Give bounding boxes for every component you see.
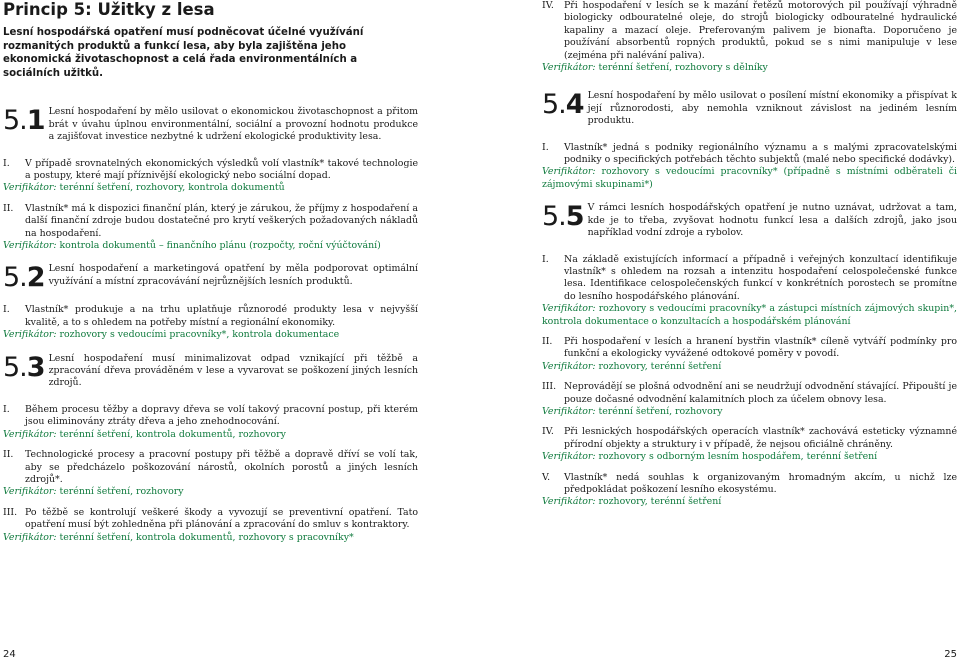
indicator: II. Technologické procesy a pracovní postupy při těžbě a dopravě dříví se volí tak, aby se předcházelo poškozování nárostů, okolních porostů a jiných lesních zdrojů*. [3,449,418,485]
indicator: I. Na základě existujících informací a případně i veřejných konzultací identifikuje vlastník* s ohledem na rozsah a intenzitu hospodaření celospolečenské funkce lesa. Identifikace celospolečenských funkcí v konkrétních porostech se promítne do lesního hospodářského plánování. [542,253,957,302]
criterion-text: Lesní hospodaření by mělo usilovat o ekonomickou životaschopnost a přitom brát v úvahu úplnou environmentální, sociální a provozní hodnotu produkce a zajišťovat investice nezbytné k udržení ekologické produktivity lesa. [48,106,418,143]
left-page [3,0,418,544]
indicator: III. Neprovádějí se plošná odvodnění ani se neudržují odvodnění stávající. Připouští je pouze dočasné odvodnění kalamitních ploch za účelem obnovy lesa. [542,381,957,405]
verifier: Verifikátor: terénní šetření, kontrola dokumentů, rozhovory s pracovníky* [3,531,354,543]
indicator: III. Po těžbě se kontrolují veškeré škody a vyvozují se preventivní opatření. Tato opatření musí být zohledněna při plánování a zpracování do smluv s kontraktory. [3,506,418,531]
indicator: IV. Při lesnických hospodářských operacích vlastník* zachovává esteticky významné přírodní objekty a struktury i v případě, že nejsou oficiálně chráněny. [542,426,957,450]
criterion-number: 5.2 [3,262,45,294]
verifier: Verifikátor: terénní šetření, rozhovory [3,486,184,498]
indicator-text: Vlastník* produkuje a na trhu uplatňuje různorodé produkty lesa v nejvyšší kvalitě, a to s ohledem na potřeby místní a regionální ekonomiky. [25,304,418,328]
verifier: Verifikátor: rozhovory s vedoucími pracovníky* (případně s místními odběrateli či zájmovými skupinami*) [542,166,957,190]
criterion-text: V rámci lesních hospodářských opatření je nutno uznávat, udržovat a tam, kde je to třeba, zvyšovat hodnotu funkcí lesa a dalších zdrojů, jako jsou například vodní zdroje a rybolov. [587,202,957,239]
verifier: Verifikátor: kontrola dokumentů – finančního plánu (rozpočty, roční výúčtování) [3,240,381,252]
criterion-number: 5.5 [542,201,584,233]
indicator-text: V případě srovnatelných ekonomických výsledků volí vlastník* takové technologie a postupy, které mají příznivější ekologický nebo sociální dopad. [25,157,418,181]
indicator-text: Při hospodaření v lesích se k mazání řetězů motorových pil používají výhradně biologicky odbouratelné oleje, do strojů biologicky odbouratelné hydraulické kapaliny a mazací oleje. Preferovaným palivem je bionafta. Doporučeno je používání absorbentů ropných produktů, pokud se s nimi manipuluje v lese (zejména při nalévání paliva). [564,0,957,61]
indicator-text: Vlastník* jedná s podniky regionálního významu a s malými zpracovatelskými podniky o specifických potřebách těchto subjektů (malé nebo specifické dodávky). [564,141,957,166]
indicator: V. Vlastník* nedá souhlas k organizovaným hromadným akcím, u nichž lze předpokládat poškození lesního ekosystému. [542,471,957,495]
indicator-text: Při lesnických hospodářských operacích vlastník* zachovává esteticky významné přírodní objekty a struktury i v případě, že nejsou oficiálně chráněny. [564,426,957,450]
principle-intro: Lesní hospodářská opatření musí podněcovat účelné využívání rozmanitých produktů a funkcí lesa, aby byla zajištěna jeho ekonomická životaschopnost a celá řada environmentálních a sociálních užitků. [3,27,364,79]
indicator-text: Během procesu těžby a dopravy dřeva se volí takový pracovní postup, při kterém jsou eliminovány ztráty dřeva a jeho znehodnocování. [25,403,418,428]
criterion-5-4 [542,90,957,127]
indicator-text: Po těžbě se kontrolují veškeré škody a vyvozují se preventivní opatření. Tato opatření musí být zohledněna při plánování a zpracování do smluv s kontraktory. [25,506,418,531]
indicator-text: Vlastník* nedá souhlas k organizovaným hromadným akcím, u nichž lze předpokládat poškození lesního ekosystému. [564,471,957,495]
verifier: Verifikátor: terénní šetření, rozhovory [542,405,723,417]
indicator-text: Technologické procesy a pracovní postupy při těžbě a dopravě dříví se volí tak, aby se předcházelo poškozování nárostů, okolních porostů a jiných lesních zdrojů*. [25,449,418,485]
indicator-text: Na základě existujících informací a případně i veřejných konzultací identifikuje vlastník* s ohledem na rozsah a intenzitu hospodaření celospolečenské funkce lesa. Identifikace celospolečenských funkcí v konkrétních porostech se promítne do lesního hospodářského plánování. [564,253,957,302]
criterion-number: 5.4 [542,89,584,121]
criterion-5-3 [3,353,418,390]
indicator: II. Při hospodaření v lesích a hranení bystřin vlastník* cíleně vytváří podmínky pro funkční a ekologicky vyvážené odtokové poměry v povodí. [542,335,957,360]
verifier: Verifikátor: terénní šetření, kontrola dokumentů, rozhovory [3,428,286,440]
indicator-text: Neprovádějí se plošná odvodnění ani se neudržují odvodnění stávající. Připouští je pouze dočasné odvodnění kalamitních ploch za účelem obnovy lesa. [564,381,957,405]
verifier: Verifikátor: rozhovory s odborným lesním hospodářem, terénní šetření [542,451,878,463]
right-page [542,0,957,509]
criterion-5-5 [542,202,957,239]
verifier: Verifikátor: rozhovory s vedoucími pracovníky* a zástupci místních zájmových skupin*, kontrola dokumentace o konzultacích a hospodářském plánování [542,303,957,327]
criterion-5-1 [3,106,418,143]
indicator-text: Při hospodaření v lesích a hranení bystřin vlastník* cíleně vytváří podmínky pro funkční a ekologicky vyvážené odtokové poměry v povodí. [564,335,957,360]
page-number-right: 25 [944,649,957,660]
verifier: Verifikátor: terénní šetření, rozhovory, kontrola dokumentů [3,182,285,194]
verifier: Verifikátor: rozhovory, terénní šetření [542,360,722,372]
indicator: I. Během procesu těžby a dopravy dřeva se volí takový pracovní postup, při kterém jsou eliminovány ztráty dřeva a jeho znehodnocování. [3,403,418,428]
indicator: I. Vlastník* produkuje a na trhu uplatňuje různorodé produkty lesa v nejvyšší kvalitě, a to s ohledem na potřeby místní a regionální ekonomiky. [3,304,418,328]
criterion-number: 5.1 [3,105,45,137]
indicator: IV. Při hospodaření v lesích se k mazání řetězů motorových pil používají výhradně biologicky odbouratelné oleje, do strojů biologicky odbouratelné hydraulické kapaliny a mazací oleje. Preferovaným palivem je bionafta. Doporučeno je používání absorbentů ropných produktů, pokud se s nimi manipuluje v lese (zejména při nalévání paliva). [542,0,957,61]
criterion-text: Lesní hospodaření a marketingová opatření by měla podporovat optimální využívání a místní zpracovávání nejrůznějších lesních produktů. [48,263,418,287]
criterion-5-2 [3,262,418,294]
criterion-text: Lesní hospodaření by mělo usilovat o posílení místní ekonomiky a přispívat k její různorodosti, aby nemohla vzniknout závislost na jediném lesním produktu. [587,90,957,127]
verifier: Verifikátor: rozhovory s vedoucími pracovníky*, kontrola dokumentace [3,329,340,341]
indicator: II. Vlastník* má k dispozici finanční plán, který je zárukou, že příjmy z hospodaření a další finanční zdroje budou dostatečné pro krytí veškerých požadovaných nákladů na hospodaření. [3,202,418,239]
indicator-text: Vlastník* má k dispozici finanční plán, který je zárukou, že příjmy z hospodaření a další finanční zdroje budou dostatečné pro krytí veškerých požadovaných nákladů na hospodaření. [25,202,418,239]
page-number-left: 24 [3,649,16,660]
page-title: Princip 5: Užitky z lesa [3,0,215,19]
indicator: I. Vlastník* jedná s podniky regionálního významu a s malými zpracovatelskými podniky o specifických potřebách těchto subjektů (malé nebo specifické dodávky). [542,141,957,166]
verifier: Verifikátor: rozhovory, terénní šetření [542,496,722,508]
indicator: I. V případě srovnatelných ekonomických výsledků volí vlastník* takové technologie a postupy, které mají příznivější ekologický nebo sociální dopad. [3,157,418,181]
criterion-number: 5.3 [3,351,45,383]
criterion-text: Lesní hospodaření musí minimalizovat odpad vznikající při těžbě a zpracování dřeva prováděném v lese a vyvarovat se poškození jiných lesních zdrojů. [48,352,418,389]
verifier: Verifikátor: terénní šetření, rozhovory s dělníky [542,62,768,74]
